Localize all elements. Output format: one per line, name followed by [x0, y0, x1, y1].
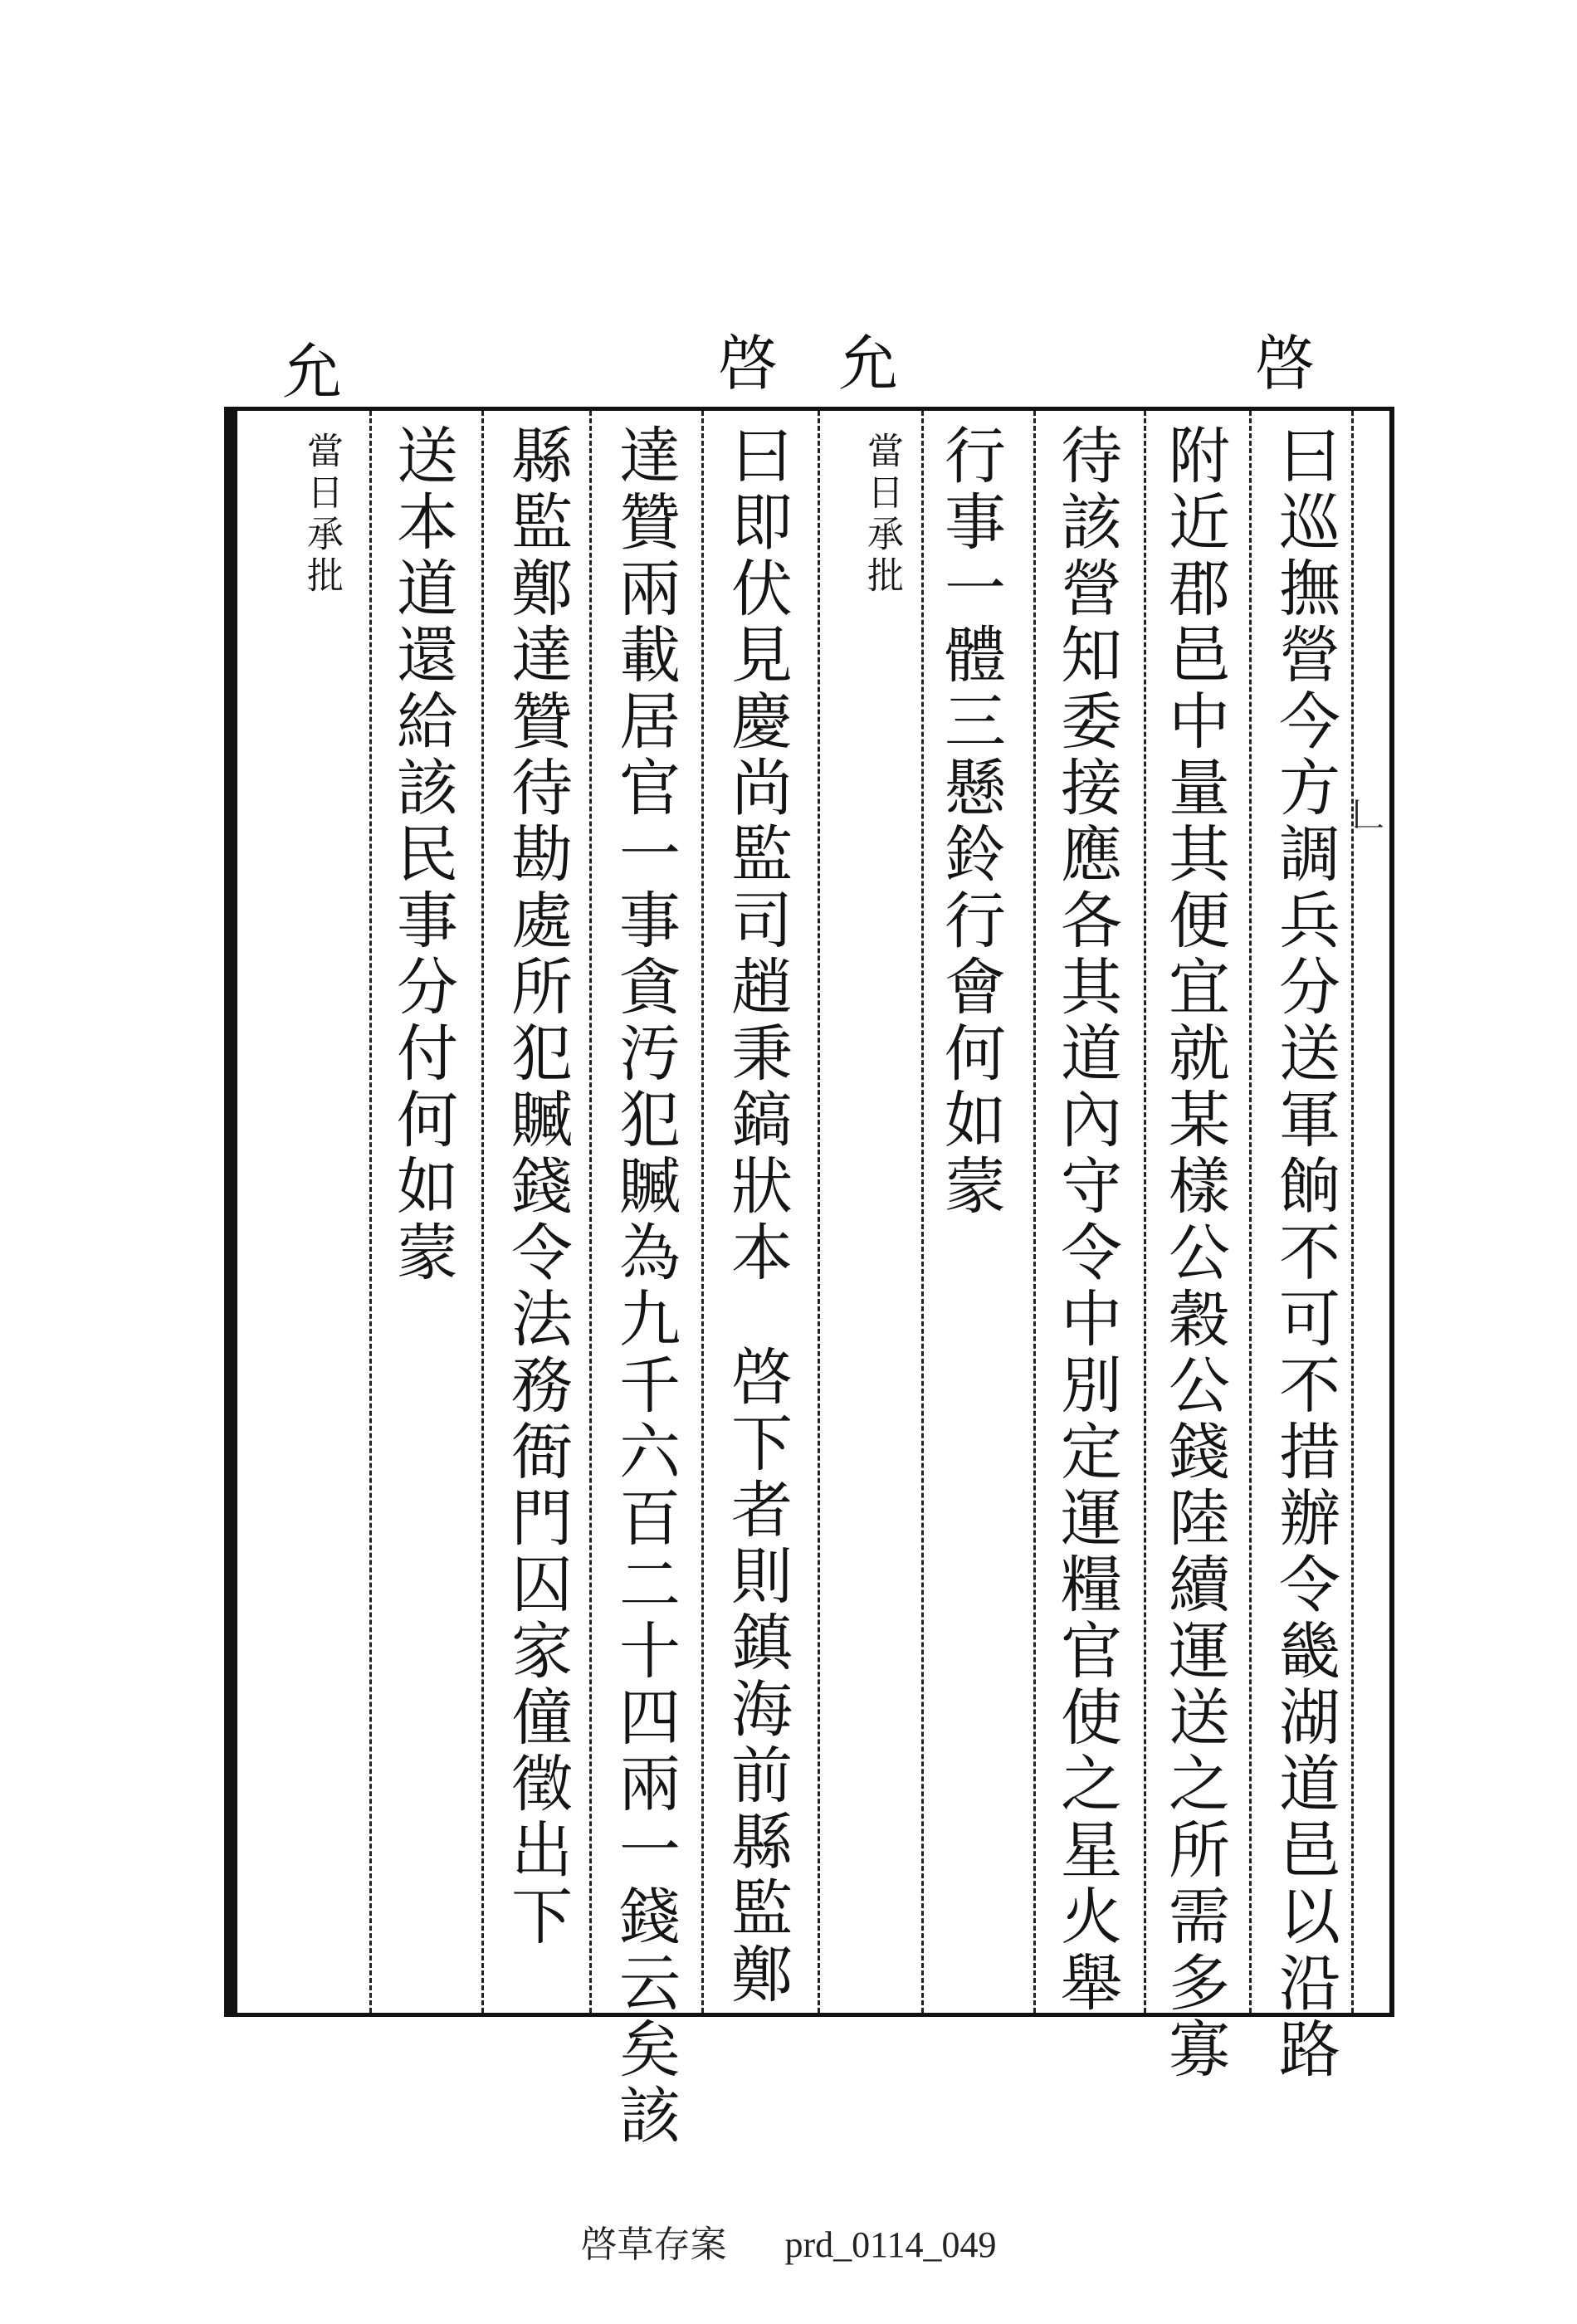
text-column-6 [721, 423, 793, 2009]
header-char-mid-left: 啓 [718, 329, 779, 398]
header-char-mid-right: 允 [838, 329, 899, 398]
column-rule [1033, 411, 1036, 2013]
text-column-9: 送本道還給該民事分付何如蒙 [387, 423, 458, 1286]
column-rule [369, 411, 372, 2013]
column-rule [701, 411, 704, 2013]
column-rule [1351, 411, 1354, 2013]
column-rule [481, 411, 484, 2013]
margin-mark: 𠃊 [1351, 796, 1384, 834]
page-caption [0, 2214, 1577, 2268]
text-column-6-part-2: 啓下者則鎮海前縣監鄭 [721, 1345, 793, 2009]
column-rule [818, 411, 820, 2013]
column-rule [1249, 411, 1252, 2013]
column-rule [589, 411, 592, 2013]
text-column-7: 達贊兩載居官一事貪汚犯贓為九千六百二十四兩一錢云矣該 [609, 423, 681, 2150]
text-column-1: 曰巡撫營今方調兵分送軍餉不可不措辦令畿湖道邑以沿路 [1269, 423, 1340, 2083]
caption-title: 啓草存案 [580, 2224, 727, 2265]
caption-code: prd_0114_049 [784, 2224, 997, 2265]
text-column-8: 縣監鄭達贊待勘處所犯贓錢令法務衙門囚家僮徵出下 [501, 423, 573, 1950]
header-char-left: 允 [282, 337, 343, 407]
column-rule [921, 411, 924, 2013]
column-rule [1144, 411, 1146, 2013]
text-column-6-part-1: 曰即伏見慶尚監司趙秉鎬狀本 [721, 423, 793, 1286]
approval-note-2: 當日承批 [300, 432, 343, 598]
approval-note-1: 當日承批 [861, 432, 903, 598]
text-column-4: 行事一體三懸鈴行會何如蒙 [935, 423, 1006, 1220]
text-column-2: 附近郡邑中量其便宜就某樣公穀公錢陸續運送之所需多寡 [1159, 423, 1230, 2083]
header-char-right: 啓 [1255, 329, 1316, 398]
text-column-3: 待該營知委接應各其道內守令中別定運糧官使之星火舉 [1051, 423, 1122, 2017]
